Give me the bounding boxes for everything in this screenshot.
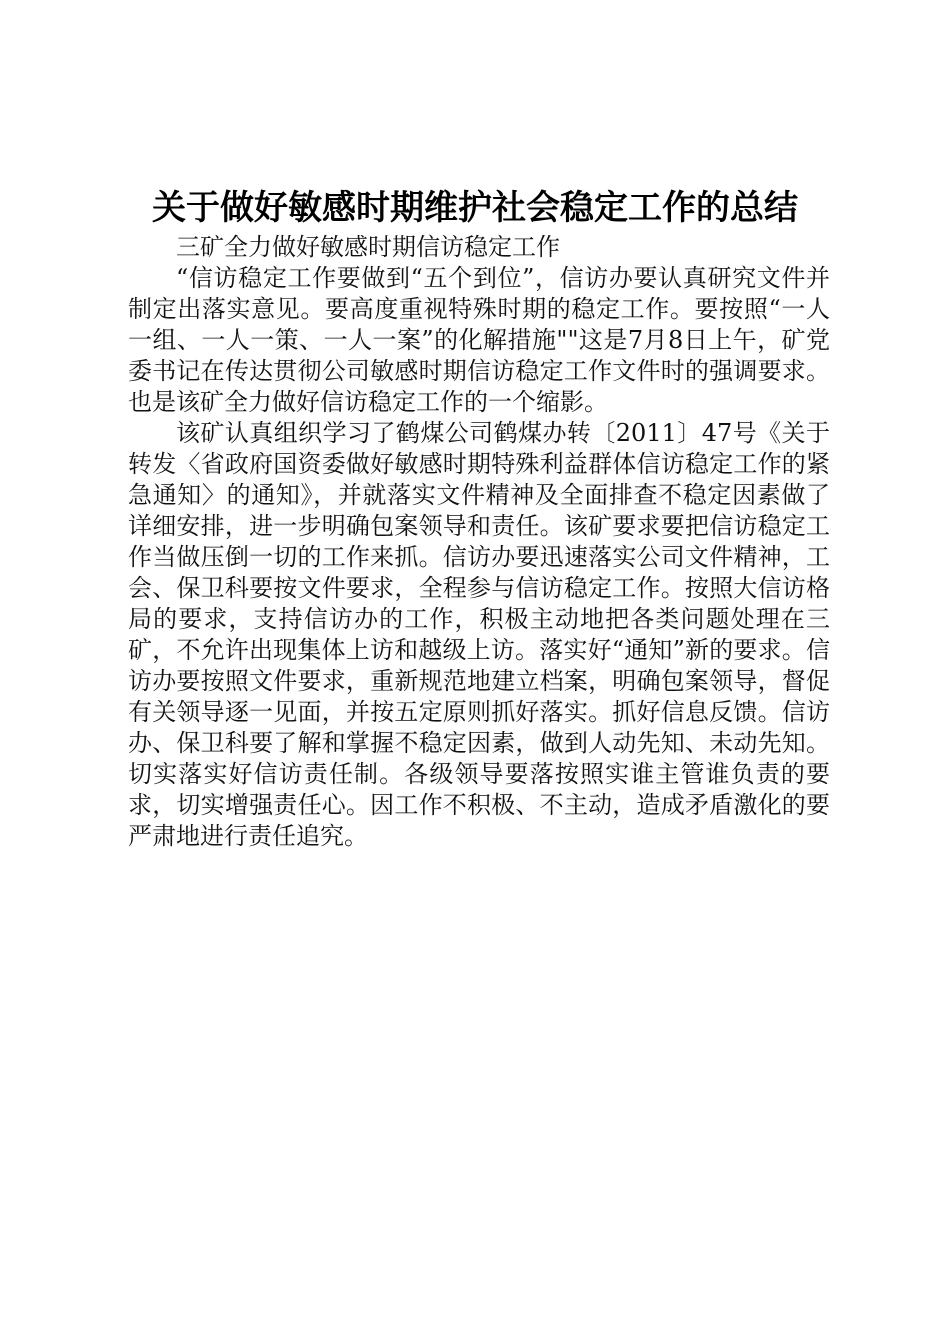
subtitle-paragraph: 三矿全力做好敏感时期信访稳定工作 <box>176 233 560 261</box>
body-paragraph: “信访稳定工作要做到“五个到位”，信访办要认真研究文件并制定出落实意见。要高度重视特殊时期的稳定工作。要按照“一人一组、一人一策、一人一案”的化解措施""这是7月8日上午，矿党委书记在传达贯彻公司敏感时期信访稳定工作文件时的强调要求。也是该矿全力做好信访稳定工作的一个缩影。 <box>128 264 830 416</box>
document-title: 关于做好敏感时期维护社会稳定工作的总结 <box>152 188 798 228</box>
body-paragraph: 该矿认真组织学习了鹤煤公司鹤煤办转〔2011〕47号《关于转发〈省政府国资委做好敏感时期特殊利益群体信访稳定工作的紧急通知〉的通知》，并就落实文件精神及全面排查不稳定因素做了详细安排，进一步明确包案领导和责任。该矿要求要把信访稳定工作当做压倒一切的工作来抓。信访办要迅速落实公司文件精神，工会、保卫科要按文件要求，全程参与信访稳定工作。按照大信访格局的要求，支持信访办的工作，积极主动地把各类问题处理在三矿，不允许出现集体上访和越级上访。落实好“通知”新的要求。信访办要按照文件要求，重新规范地建立档案，明确包案领导，督促有关领导逐一见面，并按五定原则抓好落实。抓好信息反馈。信访办、保卫科要了解和掌握不稳定因素，做到人动先知、未动先知。切实落实好信访责任制。各级领导要落按照实谁主管谁负责的要求，切实增强责任心。因工作不积极、不主动，造成矛盾激化的要严肃地进行责任追究。 <box>128 419 830 850</box>
document-body <box>128 232 830 852</box>
